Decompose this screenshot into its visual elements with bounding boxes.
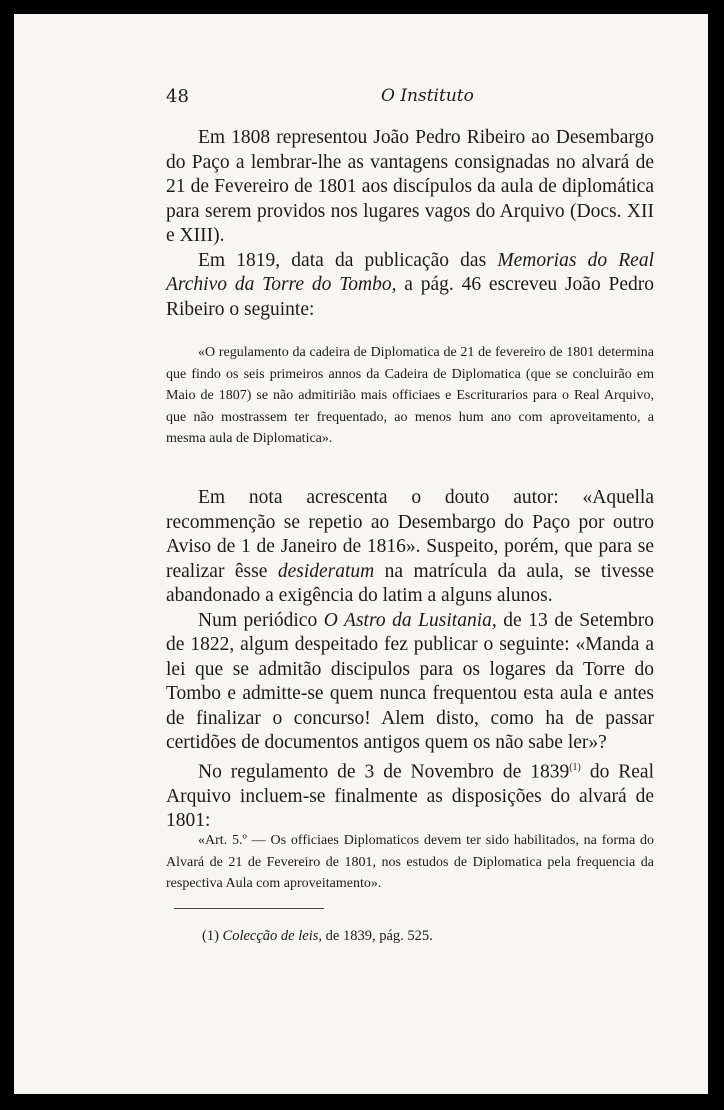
paragraph-3 xyxy=(166,486,654,609)
paragraph-2-text: Em 1819, data da publicação das xyxy=(198,249,498,271)
running-title: O Instituto xyxy=(381,86,474,106)
paragraph-4-text-end: de 13 de Setembro de 1822, algum despeitado fez publicar o seguinte: «Manda a lei que se admitão discipulos para os logares da Torre do Tombo e admitte-se quem nunca frequentou esta aula e antes de finalizar o concurso! Alem disto, como ha de passar certidões de documentos antigos quem os não sabe ler»? xyxy=(166,609,655,753)
paragraph-5-text-end: do Real Arquivo incluem-se finalmente as disposições do alvará de 1801: xyxy=(166,761,654,831)
body-block-1 xyxy=(166,126,654,322)
footnote-divider xyxy=(174,908,324,909)
footnote-reference[interactable]: (1) xyxy=(569,761,581,773)
paragraph-2 xyxy=(166,249,654,323)
footnote xyxy=(202,928,433,945)
footnote-marker: (1) xyxy=(202,928,219,944)
paragraph-3-latin-term: desideratum xyxy=(277,560,375,582)
page-header xyxy=(166,86,566,116)
paragraph-5 xyxy=(166,756,654,834)
body-block-2 xyxy=(166,486,654,834)
paragraph-2-text-end: a pág. 46 escreveu João Pedro Ribeiro o seguinte: xyxy=(166,274,655,320)
footnote-source-detail: de 1839, pág. 525. xyxy=(322,928,433,944)
page-number: 48 xyxy=(166,86,189,107)
paragraph-4-periodical-title: O Astro da Lusitania, xyxy=(323,609,497,631)
paragraph-4-text: Num periódico xyxy=(198,609,324,631)
paragraph-5-text: No regulamento de 3 de Novembro de 1839 xyxy=(198,761,570,782)
footnote-source-title: Colecção de leis, xyxy=(222,928,323,944)
paragraph-1: Em 1808 representou João Pedro Ribeiro ao Desembargo do Paço a lembrar-lhe as vantagens consignadas no alvará de 21 de Fevereiro de 1801 aos discípulos da aula de diplomática para serem providos nos lugares vagos do Arquivo (Docs. XII e XIII). xyxy=(166,127,654,246)
quote-1: «O regulamento da cadeira de Diplomatica de 21 de fevereiro de 1801 determina que findo os seis primeiros annos da Cadeira de Diplomatica (que se concluirão em Maio de 1807) se não admitirião mais officiaes e Escriturarios para o Real Arquivo, que não mostrassem ter frequentado, ao menos hum ano com aproveitamento, a mesma aula de Diplomatica». xyxy=(166,345,654,446)
quote-2: «Art. 5.º — Os officiaes Diplomaticos devem ter sido habilitados, na forma do Alvará de 21 de Fevereiro de 1801, nos estudos de Diplomatica pela frequencia da respectiva Aula com aproveitamento». xyxy=(166,833,654,891)
paragraph-3-text-end: na matrícula da aula, se tivesse abandonado a exigência do latim a alguns alunos. xyxy=(166,560,655,606)
paragraph-2-work-title: Memorias do Real Archivo da Torre do Tombo, xyxy=(166,249,655,295)
quote-block-2 xyxy=(166,830,654,895)
paragraph-3-text: Em nota acrescenta o douto autor: «Aquella recommenção se repetio ao Desembargo do Paço por outro Aviso de 1 de Janeiro de 1816». Suspeito, porém, que para se realizar êsse xyxy=(166,487,654,582)
paragraph-4 xyxy=(166,609,654,756)
book-page xyxy=(14,14,708,1094)
quote-block-1 xyxy=(166,342,654,450)
